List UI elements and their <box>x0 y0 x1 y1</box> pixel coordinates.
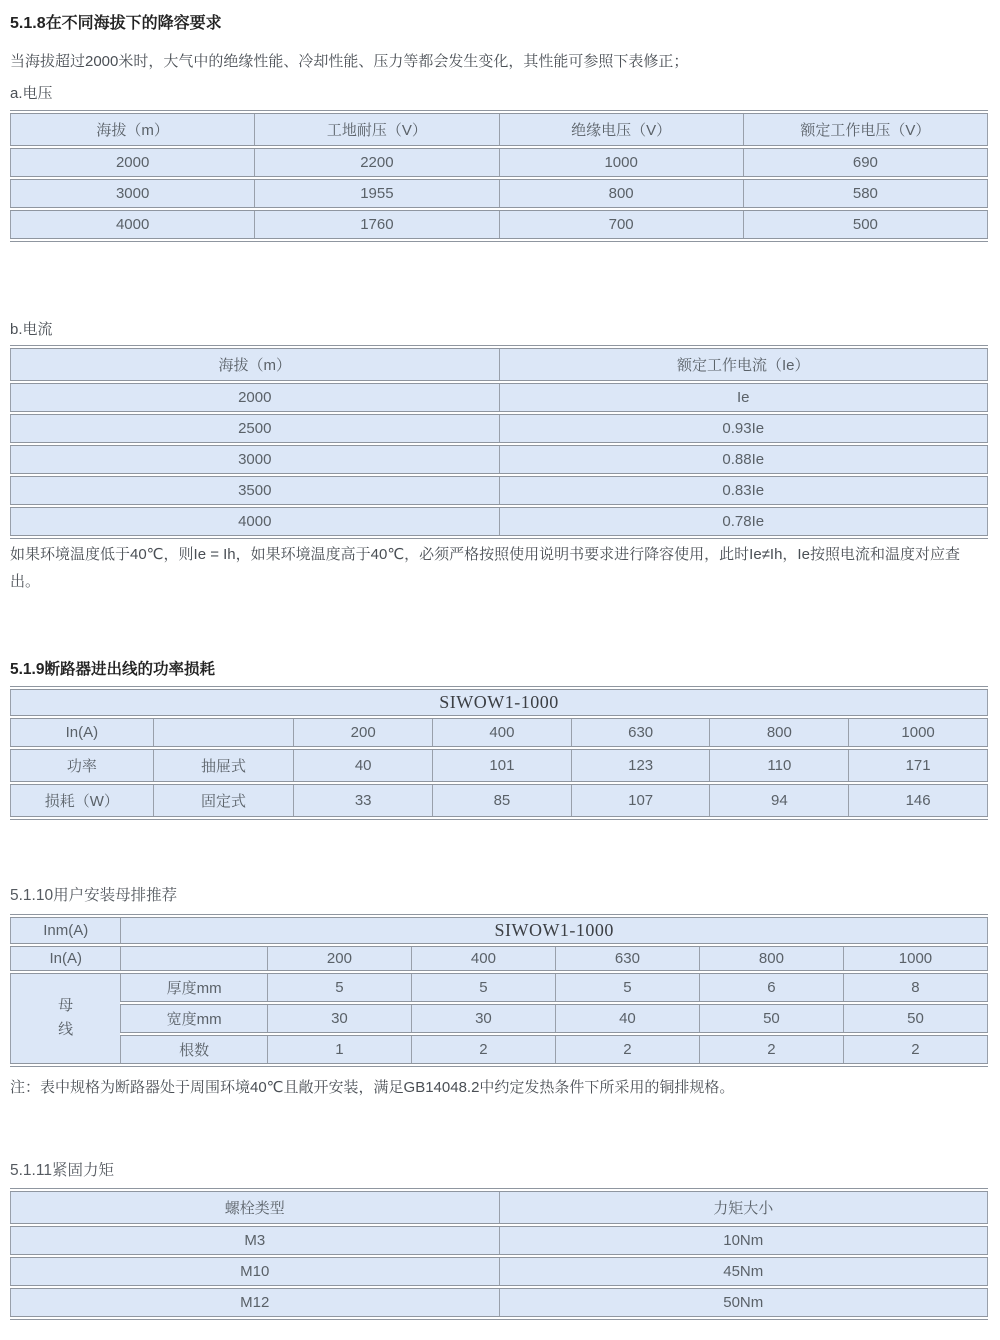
label-voltage: a.电压 <box>10 85 53 103</box>
table-cell: Ie <box>499 382 988 413</box>
table-cell: 50 <box>699 1003 843 1034</box>
column-header: 绝缘电压（V） <box>499 112 743 147</box>
table-cell: 800 <box>710 717 849 748</box>
product-model-banner: SIWOW1-1000 <box>121 916 988 945</box>
table-cell: 30 <box>411 1003 555 1034</box>
table-cell: 2 <box>411 1034 555 1065</box>
row-header: 损耗（W） <box>11 783 154 818</box>
row-header: 固定式 <box>153 783 294 818</box>
torque-table <box>10 1188 988 1320</box>
table-cell: 0.78Ie <box>499 506 988 537</box>
row-header: 功率 <box>11 748 154 783</box>
table-cell: 40 <box>555 1003 699 1034</box>
table-cell: 50Nm <box>499 1287 988 1318</box>
table-cell: 94 <box>710 783 849 818</box>
table-row <box>11 209 988 240</box>
table-cell: 4000 <box>11 209 255 240</box>
table-row <box>11 783 988 818</box>
table-cell: 400 <box>433 717 572 748</box>
table-cell: 2000 <box>11 382 500 413</box>
table-row <box>11 413 988 444</box>
table-cell: 630 <box>555 945 699 972</box>
table-header-row <box>11 1190 988 1225</box>
row-header: 宽度mm <box>121 1003 268 1034</box>
table-cell: 800 <box>699 945 843 972</box>
table-row <box>11 1225 988 1256</box>
table-cell <box>153 717 294 748</box>
table-row <box>11 382 988 413</box>
table-row <box>11 1256 988 1287</box>
table-cell <box>121 945 268 972</box>
table-cell: 800 <box>499 178 743 209</box>
table-cell: 146 <box>849 783 988 818</box>
table-header-row <box>11 112 988 147</box>
label-current: b.电流 <box>10 321 53 339</box>
table-cell: 10Nm <box>499 1225 988 1256</box>
table-cell: 2 <box>555 1034 699 1065</box>
table-row <box>11 1034 988 1065</box>
table-cell: 5 <box>411 972 555 1003</box>
table-cell: 0.83Ie <box>499 475 988 506</box>
busbar-note: 注：表中规格为断路器处于周围环境40℃且敞开安装，满足GB14048.2中约定发热条件下所采用的铜排规格。 <box>10 1078 735 1096</box>
section-title-5-1-10: 5.1.10用户安装母排推荐 <box>10 887 178 905</box>
column-header: 力矩大小 <box>499 1190 988 1225</box>
table-cell: 630 <box>571 717 710 748</box>
table-cell: 400 <box>411 945 555 972</box>
table-cell: M10 <box>11 1256 500 1287</box>
table-cell: 123 <box>571 748 710 783</box>
table-row <box>11 178 988 209</box>
table-row <box>11 444 988 475</box>
table-cell: 1760 <box>255 209 499 240</box>
table-cell: 500 <box>743 209 987 240</box>
table-row <box>11 916 988 945</box>
table-row <box>11 1003 988 1034</box>
table-cell: 690 <box>743 147 987 178</box>
table-cell: 101 <box>433 748 572 783</box>
table-row <box>11 688 988 717</box>
intro-paragraph: 当海拔超过2000米时，大气中的绝缘性能、冷却性能、压力等都会发生变化，其性能可参照下表修正； <box>10 53 689 70</box>
current-note: 如果环境温度低于40℃，则Ie = Ih，如果环境温度高于40℃，必须严格按照使用说明书要求进行降容使用，此时Ie≠Ih，Ie按照电流和温度对应查出。 <box>10 546 960 590</box>
column-header: 海拔（m） <box>11 347 500 382</box>
table-row <box>11 972 988 1003</box>
power-loss-table <box>10 686 988 820</box>
table-cell: 2000 <box>11 147 255 178</box>
section-title-5-1-11: 5.1.11紧固力矩 <box>10 1161 114 1179</box>
table-cell: 3000 <box>11 444 500 475</box>
row-header: Inm(A) <box>11 916 121 945</box>
table-cell: 2500 <box>11 413 500 444</box>
table-row <box>11 717 988 748</box>
table-cell: 200 <box>267 945 411 972</box>
table-cell: 50 <box>843 1003 987 1034</box>
table-cell: 1955 <box>255 178 499 209</box>
table-cell: 0.88Ie <box>499 444 988 475</box>
column-header: 海拔（m） <box>11 112 255 147</box>
section-title-5-1-8: 5.1.8在不同海拔下的降容要求 <box>10 15 222 32</box>
table-cell: 5 <box>267 972 411 1003</box>
table-cell: 5 <box>555 972 699 1003</box>
row-header: 根数 <box>121 1034 268 1065</box>
table-cell: 85 <box>433 783 572 818</box>
table-cell: 6 <box>699 972 843 1003</box>
table-cell: 171 <box>849 748 988 783</box>
busbar-recommendation-table <box>10 914 988 1067</box>
table-cell: 110 <box>710 748 849 783</box>
table-cell: 33 <box>294 783 433 818</box>
table-cell: 580 <box>743 178 987 209</box>
row-header: 抽屉式 <box>153 748 294 783</box>
table-cell: 1000 <box>849 717 988 748</box>
voltage-derating-table <box>10 110 988 242</box>
table-cell: 1000 <box>499 147 743 178</box>
table-cell: 1 <box>267 1034 411 1065</box>
table-cell: 0.93Ie <box>499 413 988 444</box>
table-cell: 2 <box>843 1034 987 1065</box>
column-header: 额定工作电压（V） <box>743 112 987 147</box>
row-header: 厚度mm <box>121 972 268 1003</box>
column-header: 额定工作电流（Ie） <box>499 347 988 382</box>
product-model-banner: SIWOW1-1000 <box>11 688 988 717</box>
busbar-group-label: 母线 <box>11 972 121 1065</box>
table-cell: 2200 <box>255 147 499 178</box>
table-cell: 700 <box>499 209 743 240</box>
table-cell: 1000 <box>843 945 987 972</box>
table-cell: M12 <box>11 1287 500 1318</box>
table-cell: 4000 <box>11 506 500 537</box>
table-cell: 40 <box>294 748 433 783</box>
table-row <box>11 475 988 506</box>
table-cell: 8 <box>843 972 987 1003</box>
table-row <box>11 147 988 178</box>
current-derating-table <box>10 345 988 539</box>
table-row <box>11 945 988 972</box>
table-cell: 3500 <box>11 475 500 506</box>
section-title-5-1-9: 5.1.9断路器进出线的功率损耗 <box>10 660 215 678</box>
row-header: In(A) <box>11 945 121 972</box>
table-header-row <box>11 347 988 382</box>
table-row <box>11 1287 988 1318</box>
table-cell: 107 <box>571 783 710 818</box>
table-cell: 3000 <box>11 178 255 209</box>
column-header: 螺栓类型 <box>11 1190 500 1225</box>
table-cell: 200 <box>294 717 433 748</box>
table-row <box>11 506 988 537</box>
table-cell: M3 <box>11 1225 500 1256</box>
table-cell: 45Nm <box>499 1256 988 1287</box>
table-row <box>11 748 988 783</box>
table-cell: 2 <box>699 1034 843 1065</box>
column-header: 工地耐压（V） <box>255 112 499 147</box>
row-header: In(A) <box>11 717 154 748</box>
table-cell: 30 <box>267 1003 411 1034</box>
